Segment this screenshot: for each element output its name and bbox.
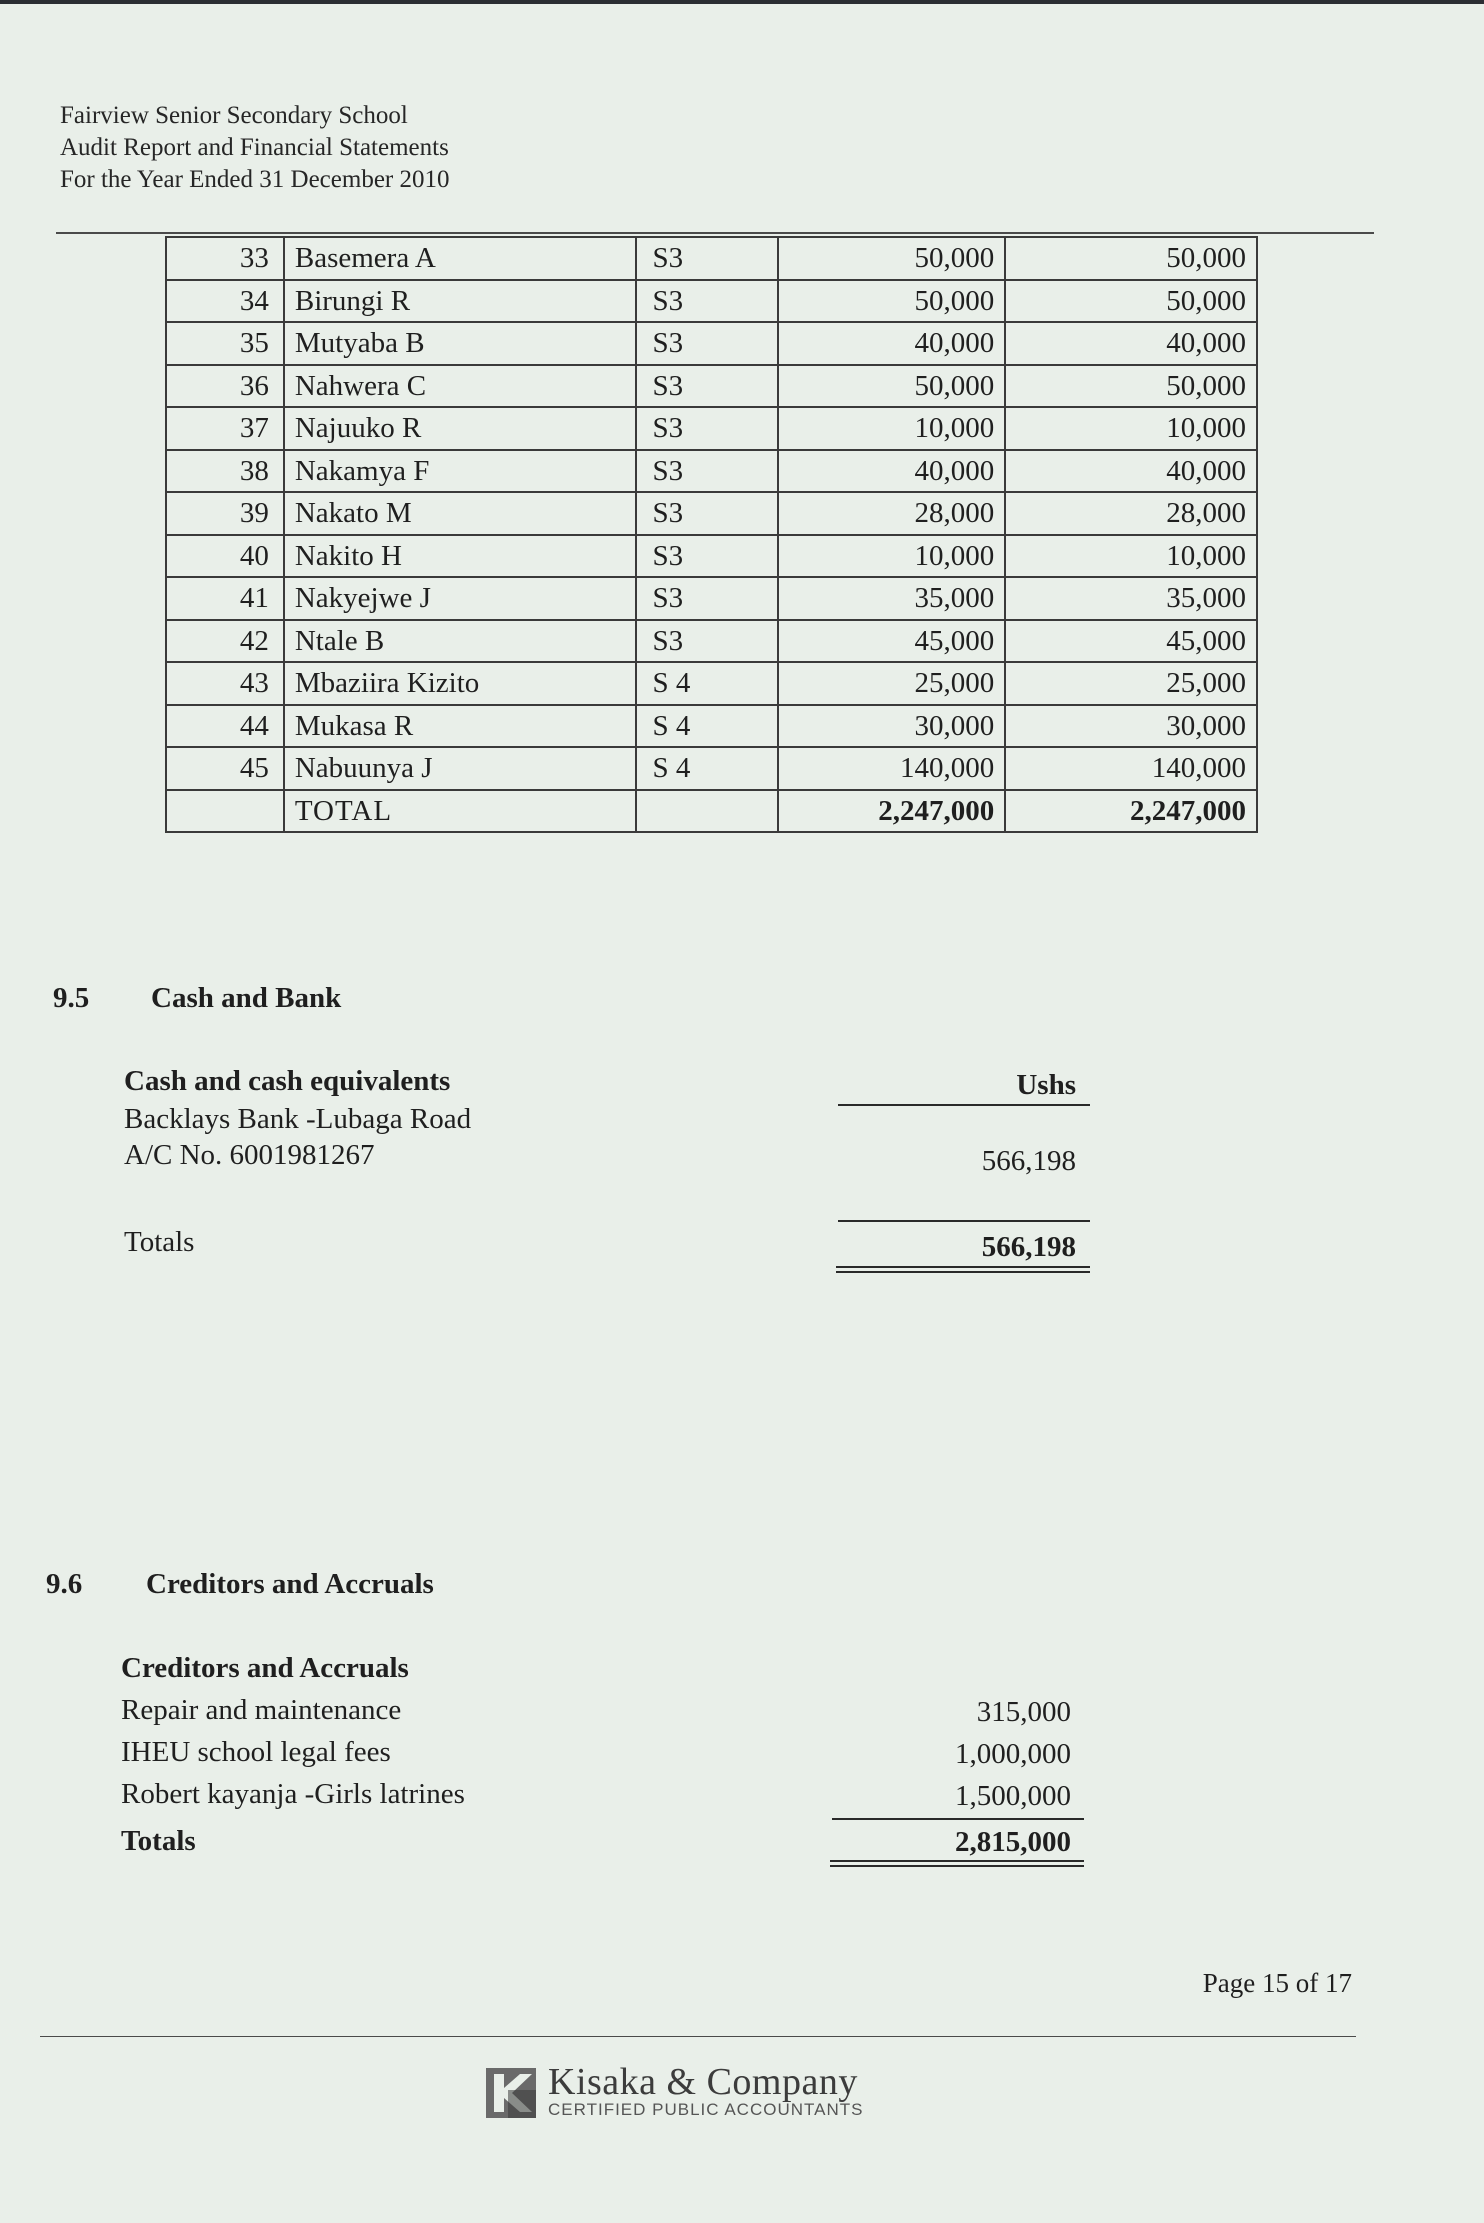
student-name-cell: Basemera A [284,237,636,280]
amount-cell: 10,000 [1005,407,1257,450]
amount-cell: 50,000 [778,365,1005,408]
students-table [165,236,1258,833]
creditors-totals-amount: 2,815,000 [955,1826,1071,1858]
amount-cell: 25,000 [1005,662,1257,705]
amount-cell: 45,000 [1005,620,1257,663]
creditors-total-double-rule [830,1860,1084,1867]
student-name-cell: Nakamya F [284,450,636,493]
row-number-cell: 40 [166,535,284,578]
cash-totals-label: Totals [124,1226,195,1258]
table-row [166,365,1257,408]
creditor-item-amount: 1,500,000 [955,1780,1071,1812]
table-total-row [166,790,1257,833]
student-name-cell: Mbaziira Kizito [284,662,636,705]
amount-cell: 25,000 [778,662,1005,705]
amount-cell: 30,000 [778,705,1005,748]
total-empty-cell [636,790,779,833]
total-label-cell: TOTAL [284,790,636,833]
creditors-subtotal-rule [832,1818,1084,1820]
table-row [166,535,1257,578]
currency-underline [838,1104,1090,1106]
class-cell: S 4 [636,705,779,748]
table-row [166,705,1257,748]
bank-account-number: A/C No. 6001981267 [124,1139,375,1171]
amount-cell: 28,000 [778,492,1005,535]
amount-cell: 10,000 [778,535,1005,578]
student-name-cell: Najuuko R [284,407,636,450]
section-cash-and-bank-heading [53,982,341,1015]
table-row [166,620,1257,663]
amount-cell: 50,000 [1005,237,1257,280]
kisaka-logo-icon [486,2068,536,2118]
student-name-cell: Nakito H [284,535,636,578]
row-number-cell: 38 [166,450,284,493]
section-number: 9.5 [53,982,90,1014]
bank-account-name: Backlays Bank -Lubaga Road [124,1103,472,1135]
creditor-item-amount: 315,000 [976,1696,1071,1728]
student-name-cell: Nakyejwe J [284,577,636,620]
row-number-cell: 39 [166,492,284,535]
section-number: 9.6 [46,1568,83,1600]
cash-equivalents-subheading: Cash and cash equivalents [124,1065,451,1097]
class-cell: S3 [636,322,779,365]
class-cell: S 4 [636,747,779,790]
row-number-cell: 41 [166,577,284,620]
cash-subtotal-rule [838,1220,1090,1222]
total-amount-cell: 2,247,000 [1005,790,1257,833]
section-creditors-heading [46,1568,434,1601]
section-title: Cash and Bank [151,982,342,1014]
firm-logo [486,2061,918,2122]
class-cell: S3 [636,280,779,323]
amount-cell: 40,000 [1005,450,1257,493]
amount-cell: 40,000 [778,450,1005,493]
bank-amount: 566,198 [981,1145,1076,1177]
document-header [60,100,450,196]
firm-subtitle: CERTIFIED PUBLIC ACCOUNTANTS [548,2100,864,2119]
amount-cell: 30,000 [1005,705,1257,748]
amount-cell: 45,000 [778,620,1005,663]
table-row [166,492,1257,535]
total-amount-cell: 2,247,000 [778,790,1005,833]
total-empty-cell [166,790,284,833]
row-number-cell: 36 [166,365,284,408]
amount-cell: 50,000 [778,237,1005,280]
students-table-body [166,237,1257,832]
row-number-cell: 43 [166,662,284,705]
amount-cell: 40,000 [1005,322,1257,365]
student-name-cell: Nahwera C [284,365,636,408]
table-row [166,237,1257,280]
table-row [166,280,1257,323]
footer-divider [40,2036,1356,2037]
page-number: Page 15 of 17 [1202,1968,1352,1998]
table-row [166,407,1257,450]
student-name-cell: Mutyaba B [284,322,636,365]
table-row [166,662,1257,705]
row-number-cell: 44 [166,705,284,748]
amount-cell: 50,000 [1005,280,1257,323]
amount-cell: 40,000 [778,322,1005,365]
amount-cell: 50,000 [1005,365,1257,408]
header-period: For the Year Ended 31 December 2010 [60,166,450,193]
cash-totals-amount: 566,198 [981,1231,1076,1263]
class-cell: S3 [636,620,779,663]
header-divider [56,232,1374,234]
header-report-title: Audit Report and Financial Statements [60,134,449,161]
row-number-cell: 33 [166,237,284,280]
creditor-item-label: Repair and maintenance [121,1694,402,1726]
class-cell: S3 [636,237,779,280]
class-cell: S3 [636,450,779,493]
class-cell: S3 [636,577,779,620]
creditors-subheading: Creditors and Accruals [121,1652,409,1684]
page-top-edge [0,0,1484,4]
section-title: Creditors and Accruals [146,1568,434,1600]
table-row [166,322,1257,365]
student-name-cell: Ntale B [284,620,636,663]
table-row [166,747,1257,790]
class-cell: S3 [636,535,779,578]
amount-cell: 140,000 [778,747,1005,790]
class-cell: S3 [636,407,779,450]
firm-name: Kisaka & Company [548,2061,858,2103]
student-name-cell: Mukasa R [284,705,636,748]
class-cell: S3 [636,365,779,408]
creditor-item-amount: 1,000,000 [955,1738,1071,1770]
table-row [166,450,1257,493]
currency-label: Ushs [1016,1069,1076,1101]
creditor-item-label: IHEU school legal fees [121,1736,391,1768]
student-name-cell: Nabuunya J [284,747,636,790]
class-cell: S3 [636,492,779,535]
amount-cell: 140,000 [1005,747,1257,790]
table-row [166,577,1257,620]
amount-cell: 35,000 [1005,577,1257,620]
row-number-cell: 42 [166,620,284,663]
creditors-totals-label: Totals [121,1825,196,1857]
header-school-name: Fairview Senior Secondary School [60,102,408,129]
amount-cell: 35,000 [778,577,1005,620]
student-name-cell: Birungi R [284,280,636,323]
amount-cell: 28,000 [1005,492,1257,535]
row-number-cell: 34 [166,280,284,323]
row-number-cell: 37 [166,407,284,450]
amount-cell: 10,000 [778,407,1005,450]
amount-cell: 50,000 [778,280,1005,323]
row-number-cell: 35 [166,322,284,365]
student-name-cell: Nakato M [284,492,636,535]
row-number-cell: 45 [166,747,284,790]
creditor-item-label: Robert kayanja -Girls latrines [121,1778,465,1810]
cash-total-double-rule [836,1266,1090,1273]
class-cell: S 4 [636,662,779,705]
amount-cell: 10,000 [1005,535,1257,578]
